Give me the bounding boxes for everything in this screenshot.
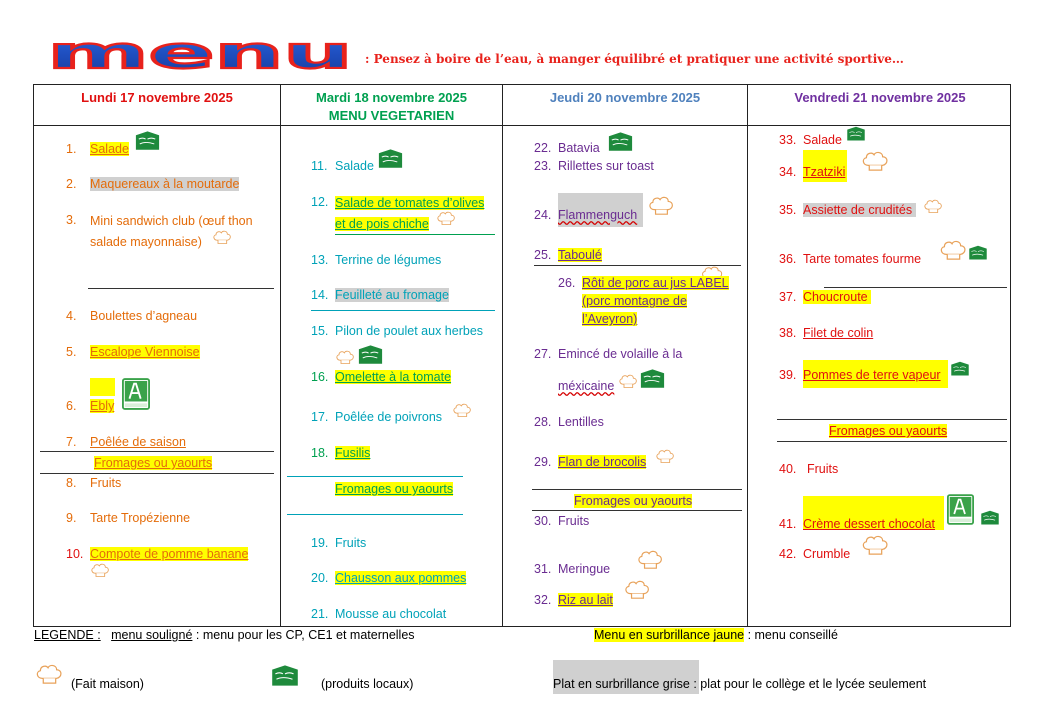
menu-item: 5. Escalope Viennoise [66,345,200,359]
local-products-icon [967,245,989,261]
menu-item: 39. Pommes de terre vapeur [779,368,941,382]
menu-item: 22. Batavia [534,141,600,155]
dairy-option: Fromages ou yaourts [829,424,948,438]
local-products-icon [949,361,971,377]
menu-item: 20. Chausson aux pommes [311,571,467,585]
menu-item: 34. Tzatziki [779,165,846,179]
menu-item: 24. Flammenguch [534,208,638,222]
chef-hat-icon [90,563,110,578]
menu-item-continuation: méxicaine [558,379,615,393]
legend-underline: LEGENDE : menu souligné : menu pour les CP, CE1 et maternelles [34,628,415,642]
day-header-friday: Vendredi 21 novembre 2025 [794,90,966,105]
local-products-icon [845,126,867,142]
menu-item: 3. [66,213,77,227]
menu-item: 15. Pilon de poulet aux herbes [311,324,484,338]
chef-hat-icon [212,230,232,245]
menu-item: 35. Assiette de crudités [779,201,916,219]
local-products-icon [133,130,162,152]
chef-hat-icon [655,449,675,464]
menu-item: 12. [311,195,329,209]
chef-hat-icon [647,196,675,216]
menu-item: 13. Terrine de légumes [311,253,442,267]
local-products-icon [356,344,385,366]
day-header-tuesday [281,89,502,125]
menu-item: 32. Riz au lait [534,593,613,607]
menu-item: 37. Choucroute [779,288,871,306]
menu-item: 25. Taboulé [534,248,602,262]
chef-hat-icon [860,535,890,556]
local-products-icon [638,368,667,390]
menu-item: 18. Fusilis [311,446,371,460]
menu-item: 1. Salade [66,142,129,156]
local-products-icon [376,148,405,170]
menu-item: 29. Flan de brocolis [534,455,647,469]
menu-item: 11. Salade [311,159,374,173]
menu-item: 27. Emincé de volaille à la [534,347,683,361]
chef-hat-icon [618,374,638,389]
dairy-option: Fromages ou yaourts [335,482,454,496]
local-products-icon [979,510,1001,526]
chef-hat-icon [436,211,456,226]
day-subtitle: MENU VEGETARIEN [328,108,455,123]
menu-item: 4. Boulettes d’agneau [66,309,198,323]
local-products-icon [269,664,301,688]
chef-hat-icon [34,664,64,685]
menu-item: 7. Poêlée de saison [66,435,186,449]
menu-item: 41. Crème dessert chocolat [779,517,936,531]
dairy-option: Fromages ou yaourts [574,494,693,508]
menu-item: 38. Filet de colin [779,326,874,340]
menu-item: 30. Fruits [534,514,590,528]
day-header-thursday: Jeudi 20 novembre 2025 [549,90,701,105]
chef-hat-icon [636,550,664,570]
day-title: Mardi 18 novembre 2025 [315,90,468,105]
chef-hat-icon [452,403,472,418]
menu-item: 23. Rillettes sur toast [534,159,654,173]
menu-item: 33. Salade [779,133,842,147]
dairy-option: Fromages ou yaourts [94,456,213,470]
organic-ab-icon [947,494,974,525]
legend-yellow: Menu en surbrillance jaune : menu conseillé [594,628,838,642]
menu-item: 9. Tarte Tropézienne [66,511,191,525]
chef-hat-icon [623,580,651,600]
legend-grey: Plat en surbrillance grise : plat pour le collège et le lycée seulement [553,677,927,691]
menu-item: 17. Poêlée de poivrons [311,410,443,424]
day-header-monday: Lundi 17 novembre 2025 [81,90,233,105]
chef-hat-icon [860,151,890,172]
local-products-icon [606,131,635,153]
organic-ab-icon [122,378,150,410]
menu-item: 14. Feuilleté au fromage [311,288,449,302]
menu-item: 28. Lentilles [534,415,604,429]
menu-item: 31. Meringue [534,562,611,576]
chef-hat-icon [938,240,968,261]
menu-item: 36. Tarte tomates fourme [779,252,922,266]
legend-homemade: (Fait maison) [71,677,144,691]
menu-item: 21. Mousse au chocolat [311,607,447,621]
chef-hat-icon [923,199,943,214]
menu-item: 42. Crumble [779,547,851,561]
chef-hat-icon [335,350,355,365]
tagline: : Pensez à boire de l’eau, à manger équilibré et pratiquer une activité sportive… [365,52,904,66]
menu-item: 19. Fruits [311,536,367,550]
logo-text: menu [47,36,353,72]
menu-item: 16. Omelette à la tomate [311,370,452,384]
menu-item: 8. Fruits [66,476,122,490]
menu-logo [43,36,358,72]
menu-item: 26. [558,276,576,290]
menu-item-label: Rôti de porc au jus LABEL (porc montagne de l’Aveyron) [582,276,729,326]
legend-local: (produits locaux) [321,677,414,691]
menu-item-label: Salade de tomates d’olives et de pois chiche [335,196,485,231]
menu-item: 2. Maquereaux à la moutarde [66,177,240,191]
menu-item: 6. Ebly [66,399,115,413]
menu-item: 10. Compote de pomme banane [66,547,249,561]
menu-item: 40. Fruits [779,462,839,476]
menu-item-label: Mini sandwich club (œuf thon salade mayonnaise) [90,214,253,249]
